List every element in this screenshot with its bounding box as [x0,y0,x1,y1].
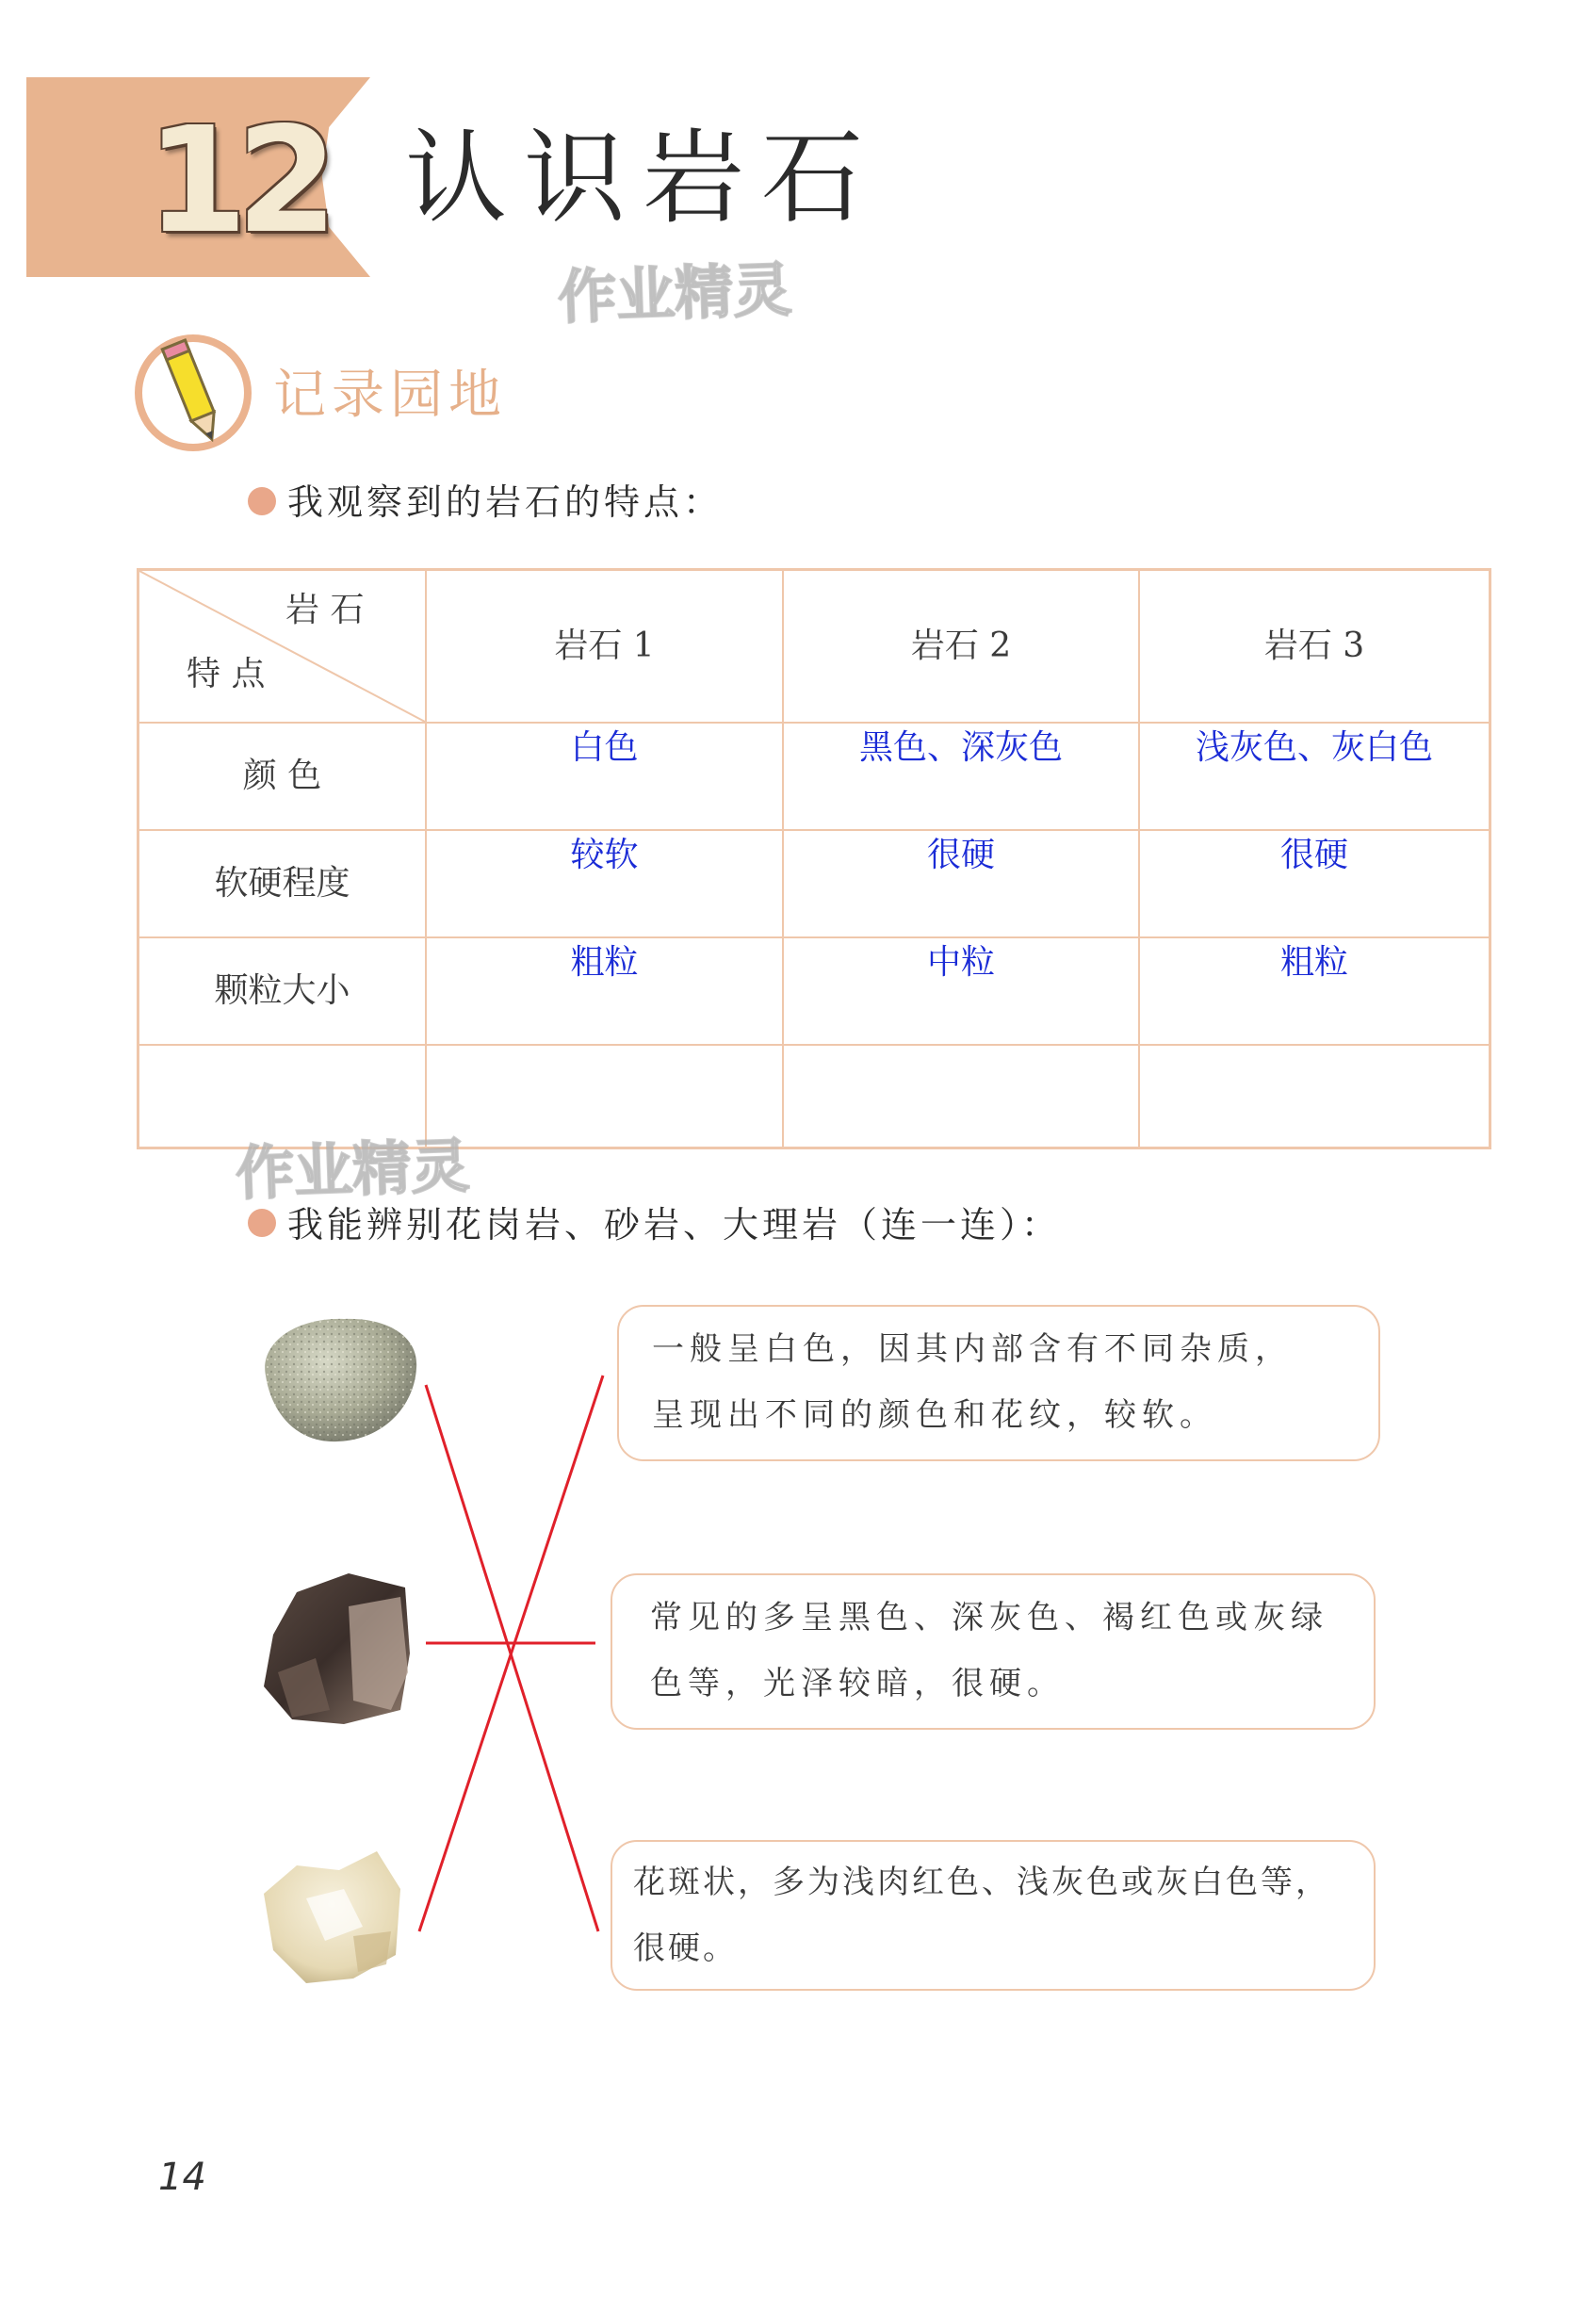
answer-cell: 很硬 [1279,836,1348,874]
match-line [419,1376,603,1931]
watermark: 作业精灵 [234,1131,471,1209]
bullet-dot [248,487,276,515]
pencil-icon [132,332,254,454]
column-header: 岩石 1 [554,627,655,665]
description-text: 常见的多呈黑色、深灰色、褐红色或灰绿 色等，光泽较暗，很硬。 [650,1599,1328,1702]
row-label: 颜 色 [242,757,322,795]
answer-cell: 很硬 [926,836,995,874]
observe-prompt: 我观察到的岩石的特点： [287,481,724,523]
answer-cell: 浅灰色、灰白色 [1195,728,1433,767]
column-header: 岩石 3 [1263,627,1365,665]
rock-image-1 [254,1310,424,1446]
page-number: 14 [158,2156,206,2199]
answer-cell: 黑色、深灰色 [858,728,1063,767]
answer-cell: 白色 [570,728,639,767]
table-rule [139,936,1489,938]
section-title: 记录园地 [273,365,507,426]
observation-table [137,568,1491,1149]
lesson-title: 认识岩石 [405,120,881,237]
row-label: 颗粒大小 [214,971,350,1010]
description-text: 一般呈白色，因其内部含有不同杂质， 呈现出不同的颜色和花纹，较软。 [652,1330,1293,1434]
corner-header-bottom: 特 点 [187,655,266,693]
bullet-dot [248,1209,276,1237]
rock-image-3 [250,1842,405,1988]
row-label: 软硬程度 [214,864,350,903]
watermark: 作业精灵 [556,254,793,333]
corner-header-top: 岩 石 [285,591,365,629]
match-prompt: 我能辨别花岗岩、砂岩、大理岩（连一连）： [287,1204,1062,1246]
description-text: 花斑状，多为浅肉红色、浅灰色或灰白色等， 很硬。 [633,1864,1330,1967]
answer-cell: 较软 [570,836,639,874]
lesson-number: 12 [146,95,327,266]
answer-cell: 粗粒 [1279,943,1348,982]
rock-image-2 [259,1569,415,1729]
answer-cell: 粗粒 [570,943,639,982]
answer-cell: 中粒 [926,943,995,982]
table-rule [139,1044,1489,1046]
table-rule [139,829,1489,831]
column-header: 岩石 2 [910,627,1012,665]
matching-lines [415,1366,612,1950]
